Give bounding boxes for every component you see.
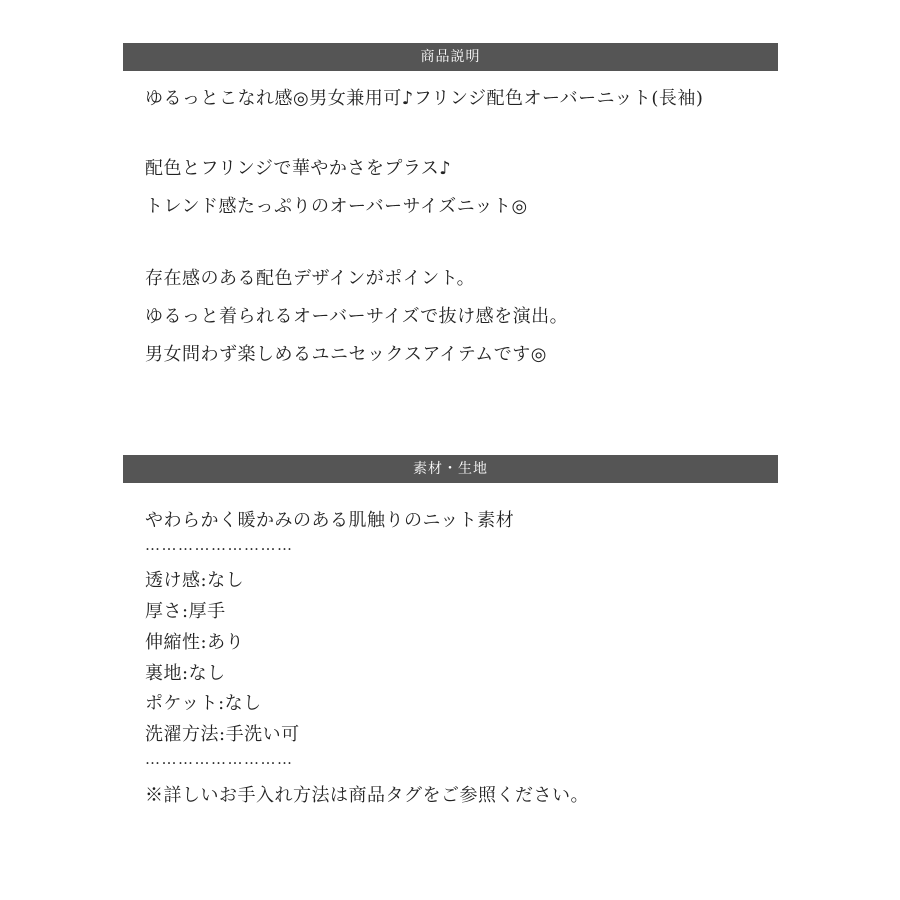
material-heading: 素材・生地 (413, 461, 488, 477)
description-line: 配色とフリンジで華やかさをプラス♪ (145, 158, 452, 179)
spec-item: 厚さ:厚手 (145, 601, 226, 622)
spec-item: 伸縮性:あり (145, 632, 245, 653)
description-heading-bar (123, 43, 778, 71)
description-line: ゆるっと着られるオーバーサイズで抜け感を演出。 (145, 306, 569, 327)
spec-item: 洗濯方法:手洗い可 (145, 724, 300, 745)
care-note: ※詳しいお手入れ方法は商品タグをご参照ください。 (145, 785, 589, 806)
description-line: 存在感のある配色デザインがポイント。 (145, 268, 476, 289)
dotted-separator: ……………………… (145, 536, 294, 554)
description-line: 男女問わず楽しめるユニセックスアイテムです◎ (145, 344, 548, 365)
spec-item: 裏地:なし (145, 663, 226, 684)
description-heading: 商品説明 (420, 49, 481, 65)
spec-item: 透け感:なし (145, 570, 245, 591)
dotted-separator: ……………………… (145, 750, 294, 768)
description-line: トレンド感たっぷりのオーバーサイズニット◎ (145, 196, 528, 217)
material-intro: やわらかく暖かみのある肌触りのニット素材 (145, 510, 515, 531)
spec-item: ポケット:なし (145, 693, 262, 714)
product-title-line: ゆるっとこなれ感◎男女兼用可♪フリンジ配色オーバーニット(長袖) (145, 88, 704, 109)
material-heading-bar (123, 455, 778, 483)
